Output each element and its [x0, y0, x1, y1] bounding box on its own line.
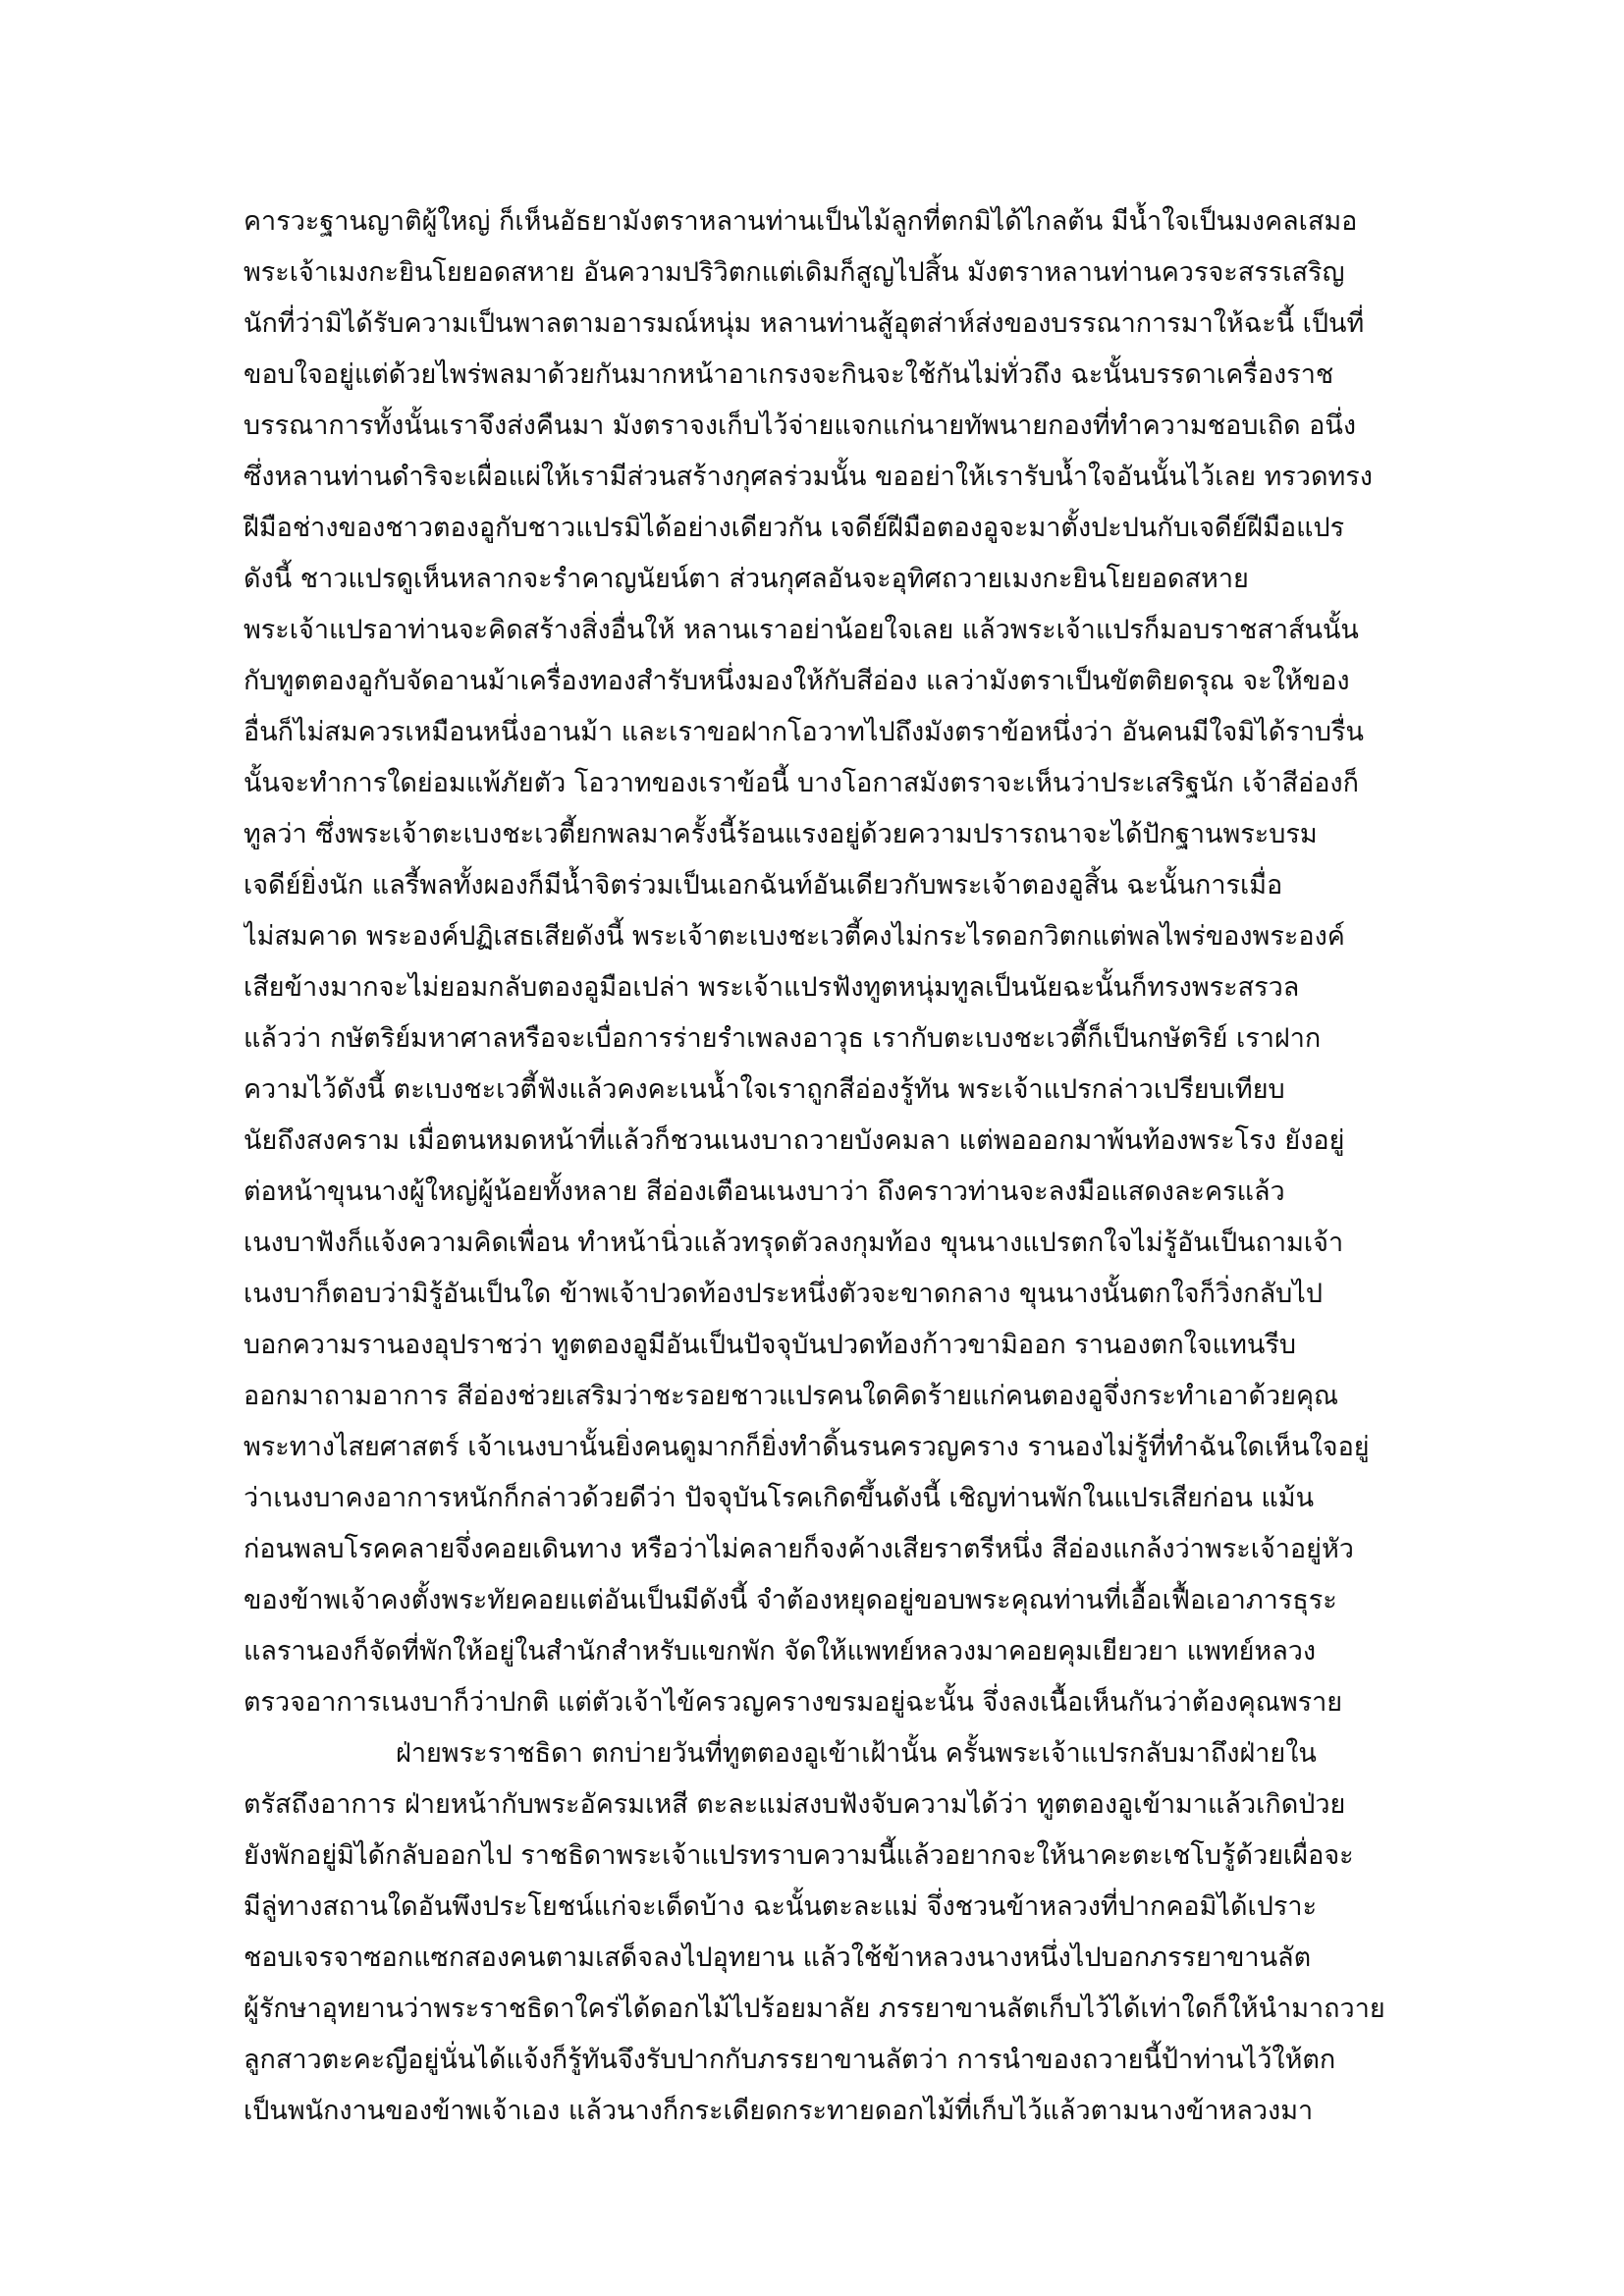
text-line: ยังพักอยู่มิได้กลับออกไป ราชธิดาพระเจ้าแปรทราบความนี้แล้วอยากจะให้นาคะตะเชโบรู้ด้วยเผื่อจะ [244, 1840, 1354, 1871]
text-line: พระเจ้าแปรอาท่านจะคิดสร้างสิ่งอื่นให้ หลานเราอย่าน้อยใจเลย แล้วพระเจ้าแปรก็มอบราชสาส์นนั้น [244, 615, 1359, 645]
text-line: คารวะฐานญาติผู้ใหญ่ ก็เห็นอัธยามังตราหลานท่านเป็นไม้ลูกที่ตกมิได้ไกลต้น มีน้ำใจเป็นมงคลเสมอ [244, 206, 1358, 237]
text-line: นัยถึงสงคราม เมื่อตนหมดหน้าที่แล้วก็ชวนเนงบาถวายบังคมลา แต่พอออกมาพ้นท้องพระโรง ยังอยู่ [244, 1125, 1345, 1156]
text-line: ตรัสถึงอาการ ฝ่ายหน้ากับพระอัครมเหสี ตะละแม่สงบฟังจับความได้ว่า ทูตตองอูเข้ามาแล้วเกิดป่วย [244, 1789, 1346, 1820]
text-line: เสียข้างมากจะไม่ยอมกลับตองอูมือเปล่า พระเจ้าแปรฟังทูตหนุ่มทูลเป็นนัยฉะนั้นก็ทรงพระสรวล [244, 972, 1300, 1003]
text-line: กับทูตตองอูกับจัดอานม้าเครื่องทองสำรับหนึ่งมองให้กับสีอ่อง แลว่ามังตราเป็นขัตติยดรุณ จะให้ของ [244, 666, 1350, 696]
text-line: ผู้รักษาอุทยานว่าพระราชธิดาใคร่ได้ดอกไม้ไปร้อยมาลัย ภรรยาขานลัตเก็บไว้ได้เท่าใดก็ให้นำมาถวาย [244, 1994, 1385, 2024]
text-line: เจดีย์ยิ่งนัก แลรี้พลทั้งผองก็มีน้ำจิตร่วมเป็นเอกฉันท์อันเดียวกับพระเจ้าตองอูสิ้น ฉะนั้นการเมื่อ [244, 870, 1283, 901]
text-line: ความไว้ดังนี้ ตะเบงชะเวตี้ฟังแล้วคงคะเนน้ำใจเราถูกสีอ่องรู้ทัน พระเจ้าแปรกล่าวเปรียบเทียบ [244, 1074, 1285, 1105]
text-line: พระเจ้าเมงกะยินโยยอดสหาย อันความปริวิตกแต่เดิมก็สูญไปสิ้น มังตราหลานท่านควรจะสรรเสริญ [244, 257, 1345, 288]
text-line: ก่อนพลบโรคคลายจึ่งคอยเดินทาง หรือว่าไม่คลายก็จงค้างเสียราตรีหนึ่ง สีอ่องแกล้งว่าพระเจ้าอยู่หัว [244, 1534, 1354, 1564]
text-line: นักที่ว่ามิได้รับความเป็นพาลตามอารมณ์หนุ่ม หลานท่านสู้อุตส่าห์ส่งของบรรณาการมาให้ฉะนี้ เป็นที่ [244, 308, 1365, 339]
text-line: บอกความรานองอุปราชว่า ทูตตองอูมีอันเป็นปัจจุบันปวดท้องก้าวขามิออก รานองตกใจแทนรีบ [244, 1330, 1296, 1360]
text-line: เป็นพนักงานของข้าพเจ้าเอง แล้วนางก็กระเดียดกระทายดอกไม้ที่เก็บไว้แล้วตามนางข้าหลวงมา [244, 2096, 1314, 2126]
text-line: บรรณาการทั้งนั้นเราจึงส่งคืนมา มังตราจงเก็บไว้จ่ายแจกแก่นายทัพนายกองที่ทำความชอบเถิด อนึ่ง [244, 410, 1357, 441]
text-line: ต่อหน้าขุนนางผู้ใหญ่ผู้น้อยทั้งหลาย สีอ่องเตือนเนงบาว่า ถึงคราวท่านจะลงมือแสดงละครแล้ว [244, 1176, 1285, 1207]
text-line: ตรวจอาการเนงบาก็ว่าปกติ แต่ตัวเจ้าไข้ครวญครางขรมอยู่ฉะนั้น จึ่งลงเนื้อเห็นกันว่าต้องคุณพราย [244, 1687, 1343, 1718]
text-line: ไม่สมคาด พระองค์ปฏิเสธเสียดังนี้ พระเจ้าตะเบงชะเวตี้คงไม่กระไรดอกวิตกแต่พลไพร่ของพระองค์ [244, 921, 1345, 952]
text-line: ออกมาถามอาการ สีอ่องช่วยเสริมว่าชะรอยชาวแปรคนใดคิดร้ายแก่คนตองอูจึ่งกระทำเอาด้วยคุณ [244, 1381, 1339, 1411]
text-line: ลูกสาวตะคะญีอยู่นั่นได้แจ้งก็รู้ทันจึงรับปากกับภรรยาขานลัตว่า การนำของถวายนี้ป้าท่านไว้ให้ตก [244, 2045, 1336, 2075]
text-line: เนงบาก็ตอบว่ามิรู้อันเป็นใด ข้าพเจ้าปวดท้องประหนึ่งตัวจะขาดกลาง ขุนนางนั้นตกใจก็วิ่งกลับไป [244, 1279, 1324, 1309]
text-line: เนงบาฟังก็แจ้งความคิดเพื่อน ทำหน้านิ่วแล้วทรุดตัวลงกุมท้อง ขุนนางแปรตกใจไม่รู้อันเป็นถามเจ้า [244, 1228, 1344, 1258]
text-line: อื่นก็ไม่สมควรเหมือนหนึ่งอานม้า และเราขอฝากโอวาทไปถึงมังตราข้อหนึ่งว่า อันคนมีใจมิได้ราบรื่น [244, 717, 1365, 747]
text-line: ดังนี้ ชาวแปรดูเห็นหลากจะรำคาญนัยน์ตา ส่วนกุศลอันจะอุทิศถวายเมงกะยินโยยอดสหาย [244, 564, 1249, 594]
paragraph-first-line: ฝ่ายพระราชธิดา ตกบ่ายวันที่ทูตตองอูเข้าเฝ้านั้น ครั้นพระเจ้าแปรกลับมาถึงฝ่ายใน [396, 1738, 1317, 1769]
text-line: ว่าเนงบาคงอาการหนักก็กล่าวด้วยดีว่า ปัจจุบันโรคเกิดขึ้นดังนี้ เชิญท่านพักในแปรเสียก่อน แม้น [244, 1483, 1315, 1513]
text-line: ซึ่งหลานท่านดำริจะเผื่อแผ่ให้เรามีส่วนสร้างกุศลร่วมนั้น ขออย่าให้เรารับน้ำใจอันนั้นไว้เลย ทรวดทรง [244, 462, 1373, 492]
text-line: ชอบเจรจาซอกแซกสองคนตามเสด็จลงไปอุทยาน แล้วใช้ข้าหลวงนางหนึ่งไปบอกภรรยาขานลัต [244, 1942, 1312, 1973]
text-line: แล้วว่า กษัตริย์มหาศาลหรือจะเบื่อการร่ายรำเพลงอาวุธ เรากับตะเบงชะเวตี้ก็เป็นกษัตริย์ เราฝาก [244, 1023, 1322, 1054]
text-line: ทูลว่า ซึ่งพระเจ้าตะเบงชะเวตี้ยกพลมาครั้งนี้ร้อนแรงอยู่ด้วยความปรารถนาจะได้ปักฐานพระบรม [244, 819, 1318, 849]
text-line: นั้นจะทำการใดย่อมแพ้ภัยตัว โอวาทของเราข้อนี้ บางโอกาสมังตราจะเห็นว่าประเสริฐนัก เจ้าสีอ่องก็ [244, 768, 1359, 798]
text-line: ของข้าพเจ้าคงตั้งพระทัยคอยแต่อันเป็นมีดังนี้ จำต้องหยุดอยู่ขอบพระคุณท่านที่เอื้อเฟื้อเอาภารธุระ [244, 1585, 1337, 1615]
text-line: พระทางไสยศาสตร์ เจ้าเนงบานั้นยิ่งคนดูมากก็ยิ่งทำดิ้นรนครวญคราง รานองไม่รู้ที่ทำฉันใดเห็นใจอยู่ [244, 1432, 1370, 1462]
text-line: แลรานองก็จัดที่พักให้อยู่ในสำนักสำหรับแขกพัก จัดให้แพทย์หลวงมาคอยคุมเยียวยา แพทย์หลวง [244, 1636, 1317, 1667]
text-line: มีลู่ทางสถานใดอันพึงประโยชน์แก่จะเด็ดบ้าง ฉะนั้นตะละแม่ จึ่งชวนข้าหลวงที่ปากคอมิได้เปราะ [244, 1891, 1318, 1922]
text-line: ฝีมือช่างของชาวตองอูกับชาวแปรมิได้อย่างเดียวกัน เจดีย์ฝีมือตองอูจะมาตั้งปะปนกับเจดีย์ฝีมือแปร [244, 513, 1345, 543]
text-line: ขอบใจอยู่แต่ด้วยไพร่พลมาด้วยกันมากหน้าอาเกรงจะกินจะใช้กันไม่ทั่วถึง ฉะนั้นบรรดาเครื่องราช [244, 359, 1334, 390]
body-text [244, 196, 1392, 2137]
